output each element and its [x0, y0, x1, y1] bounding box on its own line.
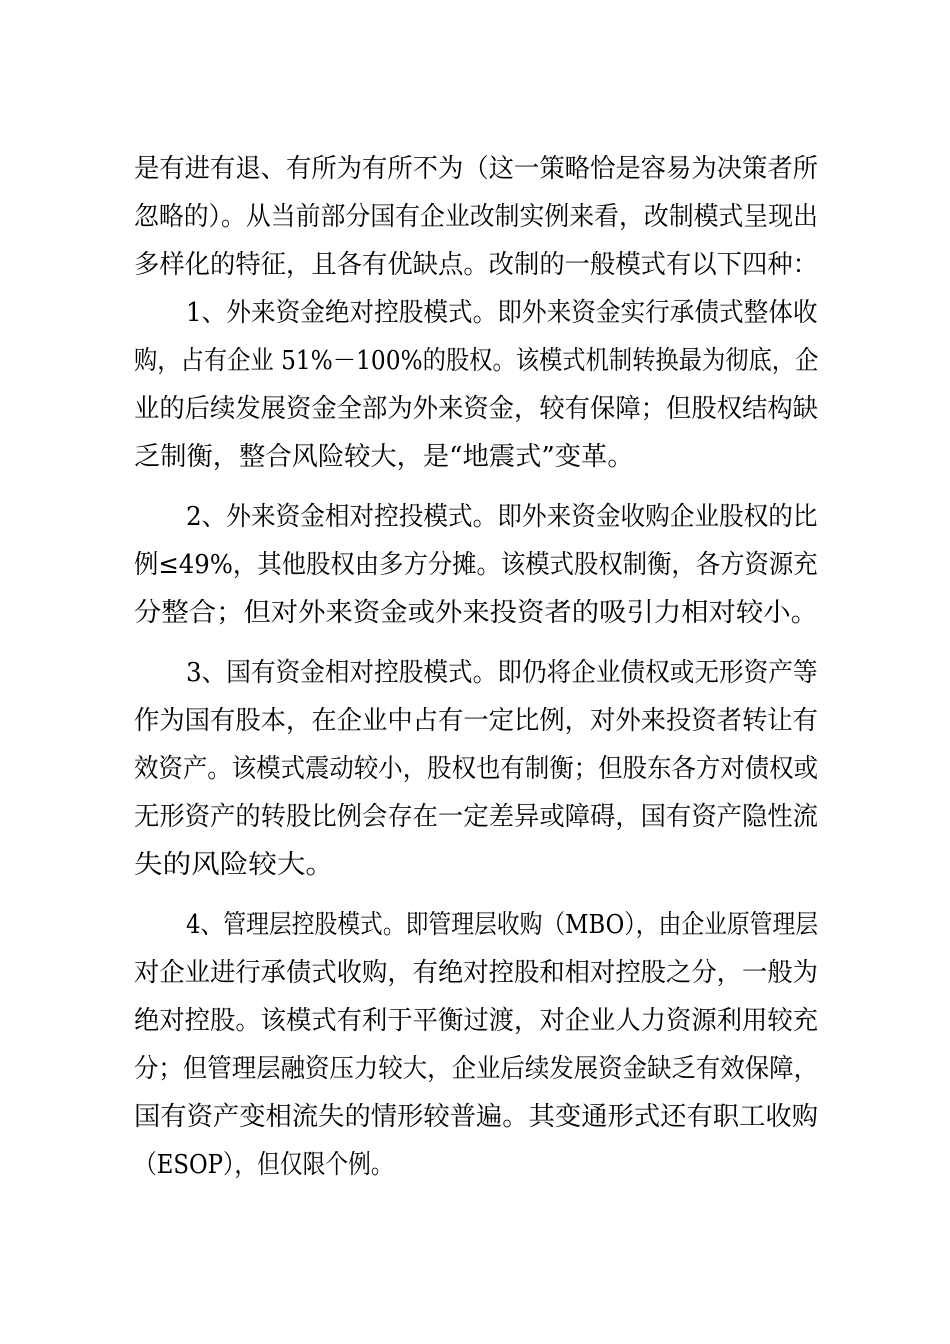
text-line: [0, 653, 950, 693]
line-text: 乏制衡，整合风险较大，是“地震式”变革。: [134, 442, 634, 472]
line-text: 忽略的）。从当前部分国有企业改制实例来看，改制模式呈现出: [134, 202, 819, 232]
line-text: 4、管理层控股模式。即管理层收购（MBO），由企业原管理层: [186, 910, 819, 940]
text-line: [0, 749, 950, 789]
line-text: 分整合；但对外来资金或外来投资者的吸引力相对较小。: [134, 598, 819, 628]
text-line: [0, 905, 950, 945]
line-text: 无形资产的转股比例会存在一定差异或障碍，国有资产隐性流: [134, 802, 819, 832]
text-line: [0, 1097, 950, 1137]
line-text: 绝对控股。该模式有利于平衡过渡，对企业人力资源利用较充: [134, 1006, 819, 1036]
line-text: 3、国有资金相对控股模式。即仍将企业债权或无形资产等: [186, 658, 818, 688]
text-line: [0, 953, 950, 993]
line-text: 作为国有股本，在企业中占有一定比例，对外来投资者转让有: [134, 706, 819, 736]
text-line: [0, 701, 950, 741]
text-line: [0, 149, 950, 189]
line-text: 多样化的特征，且各有优缺点。改制的一般模式有以下四种：: [134, 250, 819, 280]
text-line: [0, 245, 950, 285]
line-text: 对企业进行承债式收购，有绝对控股和相对控股之分，一般为: [134, 958, 819, 988]
text-line: [0, 797, 950, 837]
line-text: 国有资产变相流失的情形较普遍。其变通形式还有职工收购: [134, 1102, 819, 1132]
text-line: [0, 593, 950, 633]
text-line: [0, 389, 950, 429]
line-text: 分；但管理层融资压力较大，企业后续发展资金缺乏有效保障，: [134, 1054, 819, 1084]
line-text: 效资产。该模式震动较小，股权也有制衡；但股东各方对债权或: [134, 754, 819, 784]
text-line: [0, 845, 950, 885]
line-text: 1、外来资金绝对控股模式。即外来资金实行承债式整体收: [186, 298, 818, 328]
line-text: 是有进有退、有所为有所不为（这一策略恰是容易为决策者所: [134, 154, 819, 184]
line-text: 业的后续发展资金全部为外来资金，较有保障；但股权结构缺: [134, 394, 819, 424]
text-line: [0, 1001, 950, 1041]
text-line: [0, 293, 950, 333]
text-line: [0, 497, 950, 537]
text-line: [0, 341, 950, 381]
text-line: [0, 545, 950, 585]
text-line: [0, 197, 950, 237]
line-text: （ESOP），但仅限个例。: [134, 1150, 394, 1180]
line-text: 例≤49%，其他股权由多方分摊。该模式股权制衡，各方资源充: [134, 550, 818, 580]
text-line: [0, 1049, 950, 1089]
text-line: [0, 437, 950, 477]
line-text: 购，占有企业 51%－100%的股权。该模式机制转换最为彻底，企: [134, 346, 819, 376]
line-text: 失的风险较大。: [134, 850, 335, 880]
line-text: 2、外来资金相对控投模式。即外来资金收购企业股权的比: [186, 502, 818, 532]
text-line: [0, 1145, 950, 1185]
